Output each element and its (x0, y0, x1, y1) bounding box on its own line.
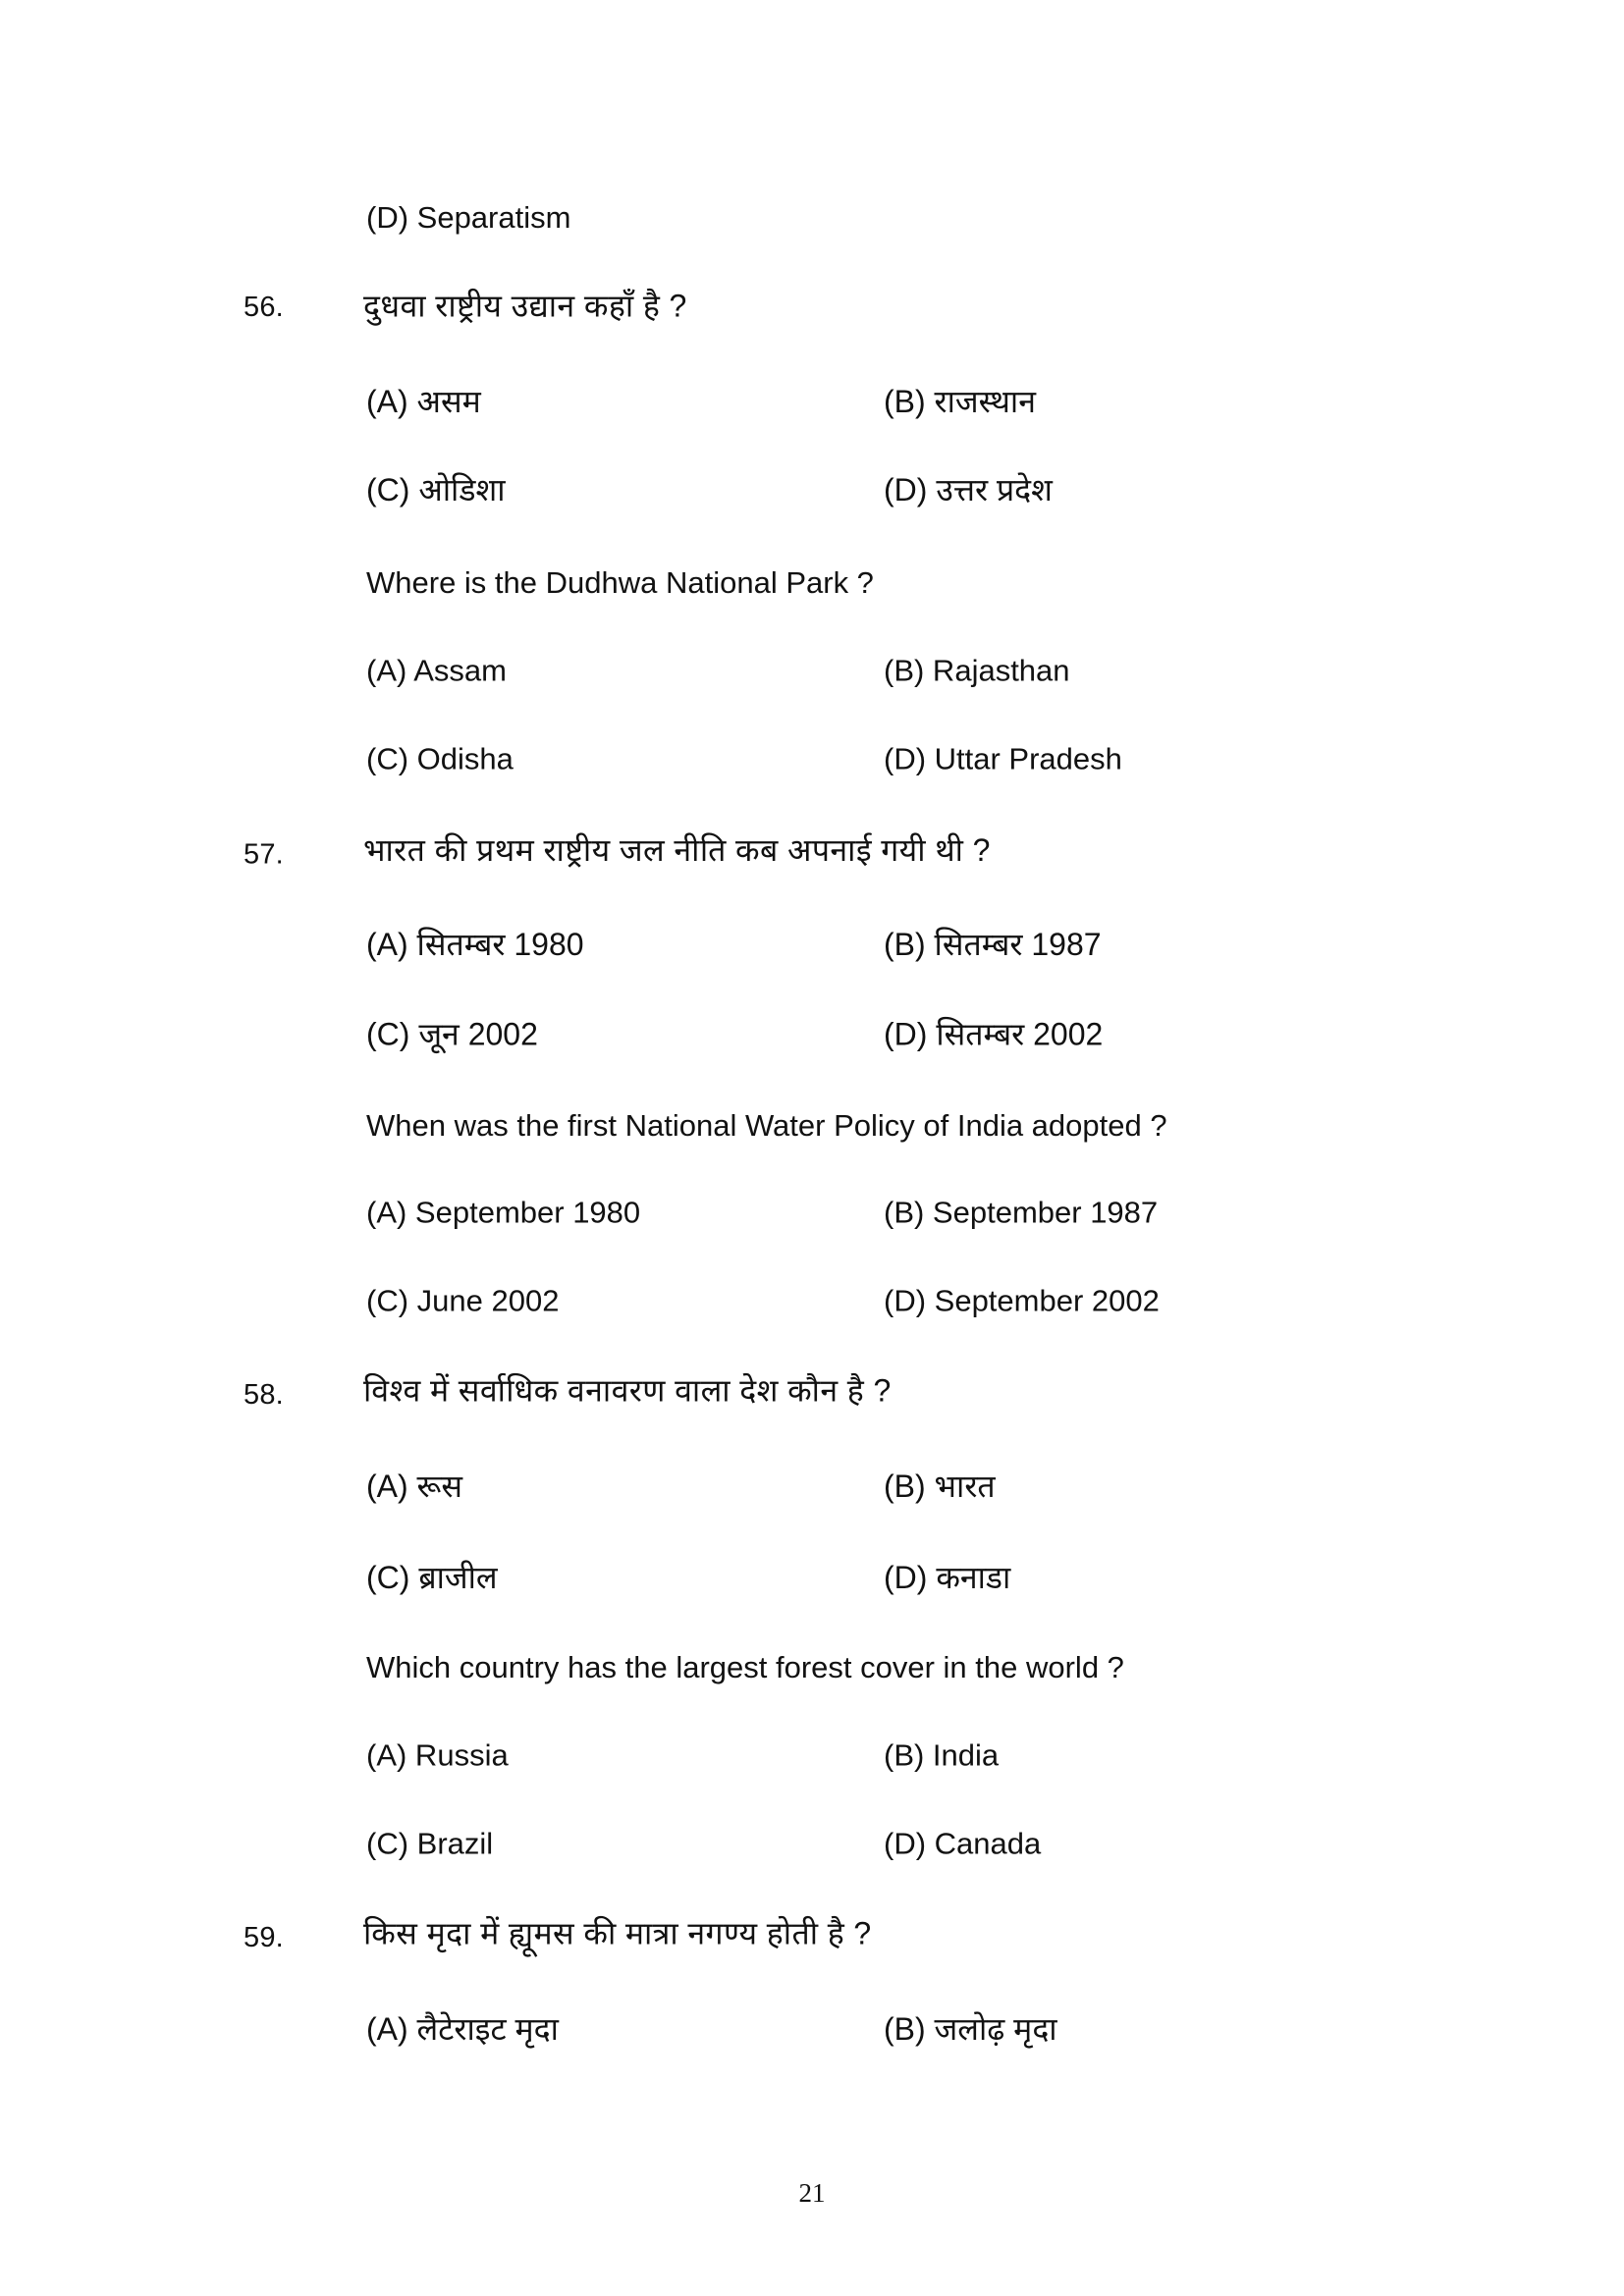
question-57-hindi-option-d[interactable]: (D) सितम्बर 2002 (884, 1016, 1104, 1052)
question-56-hindi-option-d[interactable]: (D) उत्तर प्रदेश (884, 471, 1053, 507)
question-58-english-option-c[interactable]: (C) Brazil (366, 1826, 494, 1861)
question-57-english-option-d[interactable]: (D) September 2002 (884, 1283, 1160, 1318)
question-57-english-option-a[interactable]: (A) September 1980 (366, 1195, 641, 1230)
question-number-57: 57. (244, 838, 284, 871)
question-59-hindi-option-b[interactable]: (B) जलोढ़ मृदा (884, 2011, 1057, 2048)
question-58-hindi-option-d[interactable]: (D) कनाडा (884, 1559, 1011, 1595)
question-number-56: 56. (244, 291, 284, 323)
carryover-option-d: (D) Separatism (366, 199, 571, 235)
question-57-english-option-c[interactable]: (C) June 2002 (366, 1283, 560, 1318)
question-58-english-option-d[interactable]: (D) Canada (884, 1826, 1042, 1861)
question-56-hindi-option-a[interactable]: (A) असम (366, 383, 481, 419)
question-58-hindi-option-b[interactable]: (B) भारत (884, 1468, 996, 1504)
question-59-hindi-option-a[interactable]: (A) लैटेराइट मृदा (366, 2011, 559, 2048)
question-57-hindi-option-c[interactable]: (C) जून 2002 (366, 1016, 538, 1052)
question-56-english-option-d[interactable]: (D) Uttar Pradesh (884, 741, 1122, 776)
question-58-english-option-b[interactable]: (B) India (884, 1737, 1000, 1773)
question-57-english-text: When was the first National Water Policy of India adopted ? (366, 1108, 1167, 1144)
question-56-english-option-c[interactable]: (C) Odisha (366, 741, 514, 776)
page-number: 21 (798, 2178, 826, 2209)
question-56-hindi-option-c[interactable]: (C) ओडिशा (366, 471, 506, 507)
question-58-english-option-a[interactable]: (A) Russia (366, 1737, 509, 1773)
question-56-hindi-text: दुधवा राष्ट्रीय उद्यान कहाँ है ? (363, 288, 687, 324)
question-number-58: 58. (244, 1378, 284, 1411)
question-57-hindi-text: भारत की प्रथम राष्ट्रीय जल नीति कब अपनाई गयी थी ? (363, 832, 991, 869)
question-58-hindi-option-a[interactable]: (A) रूस (366, 1468, 463, 1504)
question-57-hindi-option-b[interactable]: (B) सितम्बर 1987 (884, 927, 1102, 963)
question-58-english-text: Which country has the largest forest cover in the world ? (366, 1649, 1124, 1684)
question-58-hindi-text: विश्व में सर्वाधिक वनावरण वाला देश कौन है ? (363, 1372, 892, 1409)
question-number-59: 59. (244, 1922, 284, 1954)
question-56-english-text: Where is the Dudhwa National Park ? (366, 564, 874, 600)
question-57-hindi-option-a[interactable]: (A) सितम्बर 1980 (366, 927, 584, 963)
question-57-english-option-b[interactable]: (B) September 1987 (884, 1195, 1159, 1230)
question-56-hindi-option-b[interactable]: (B) राजस्थान (884, 383, 1036, 419)
question-59-hindi-text: किस मृदा में ह्यूमस की मात्रा नगण्य होती है ? (363, 1915, 872, 1951)
question-56-english-option-b[interactable]: (B) Rajasthan (884, 653, 1070, 688)
question-58-hindi-option-c[interactable]: (C) ब्राजील (366, 1559, 498, 1595)
question-56-english-option-a[interactable]: (A) Assam (366, 653, 507, 688)
